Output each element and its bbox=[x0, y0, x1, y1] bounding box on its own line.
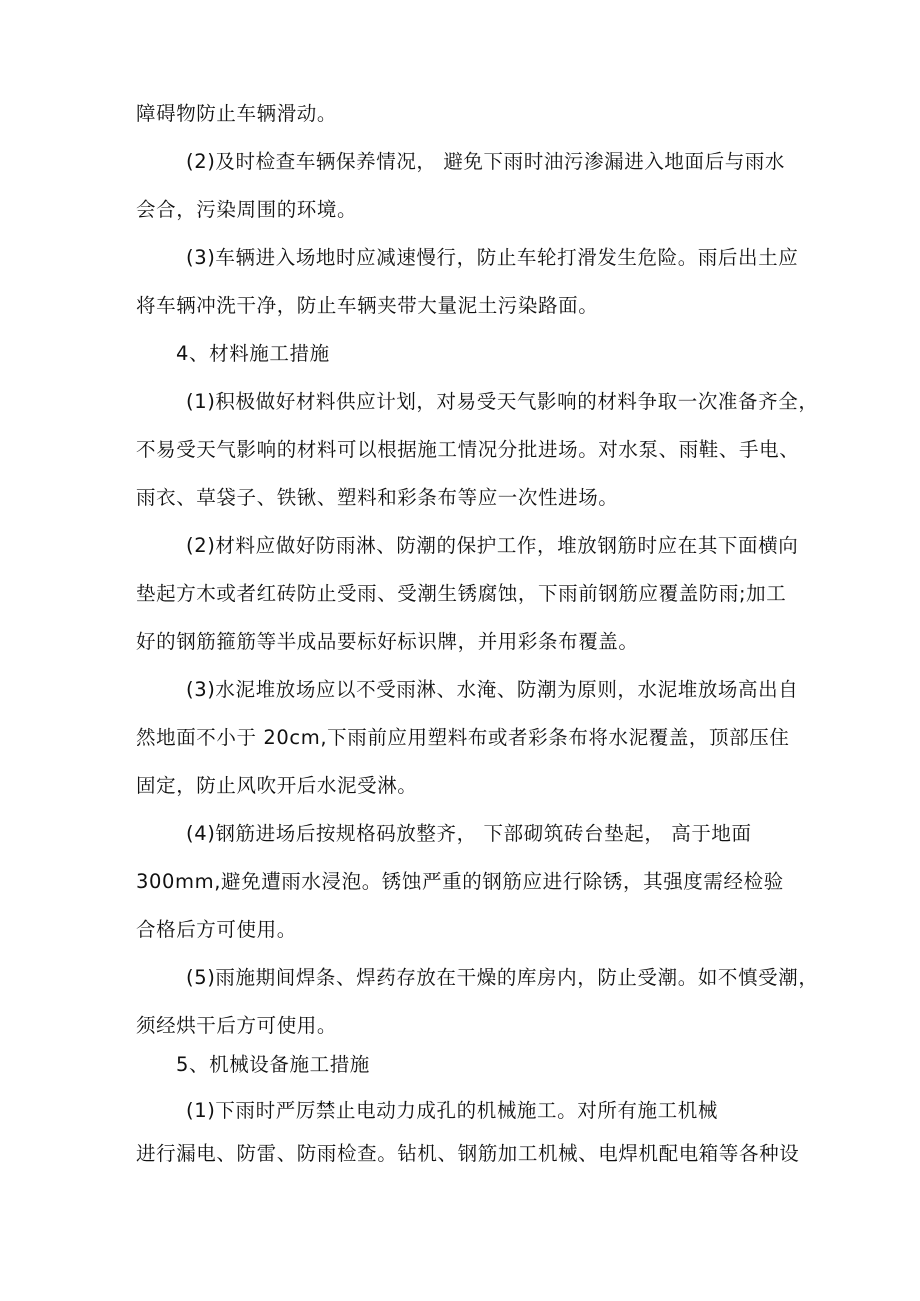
text-line: 会合，污染周围的环境。 bbox=[136, 198, 358, 221]
text-line: (2)材料应做好防雨淋、防潮的保护工作，堆放钢筋时应在其下面横向 bbox=[186, 534, 799, 557]
text-line: 合格后方可使用。 bbox=[136, 918, 297, 941]
text-line: 雨衣、草袋子、铁锹、塑料和彩条布等应一次性进场。 bbox=[136, 486, 619, 509]
text-line: (1)积极做好材料供应计划，对易受天气影响的材料争取一次准备齐全， bbox=[186, 390, 819, 413]
text-line: 300mm,避免遭雨水浸泡。锈蚀严重的钢筋应进行除锈，其强度需经检验 bbox=[136, 870, 784, 893]
text-line: 然地面不小于 20cm,下雨前应用塑料布或者彩条布将水泥覆盖，顶部压住 bbox=[136, 726, 790, 749]
section-heading: 4、材料施工措施 bbox=[176, 342, 330, 365]
text-line: (3)水泥堆放场应以不受雨淋、水淹、防潮为原则，水泥堆放场高出自 bbox=[186, 678, 799, 701]
text-line: 好的钢筋箍筋等半成品要标好标识牌，并用彩条布覆盖。 bbox=[136, 630, 639, 653]
text-line: 垫起方木或者红砖防止受雨、受潮生锈腐蚀，下雨前钢筋应覆盖防雨;加工 bbox=[136, 582, 787, 605]
section-heading: 5、机械设备施工措施 bbox=[176, 1053, 370, 1076]
text-line: 固定，防止风吹开后水泥受淋。 bbox=[136, 774, 418, 797]
text-line: 进行漏电、防雷、防雨检查。钻机、钢筋加工机械、电焊机配电箱等各种设 bbox=[136, 1142, 800, 1165]
text-line: 将车辆冲洗干净，防止车辆夹带大量泥土污染路面。 bbox=[136, 294, 599, 317]
text-line: (4)钢筋进场后按规格码放整齐， 下部砌筑砖台垫起， 高于地面 bbox=[186, 822, 752, 845]
text-line: 不易受天气影响的材料可以根据施工情况分批进场。对水泵、雨鞋、手电、 bbox=[136, 438, 800, 461]
text-line: 须经烘干后方可使用。 bbox=[136, 1014, 338, 1037]
text-line: 障碍物防止车辆滑动。 bbox=[136, 102, 338, 125]
text-line: (2)及时检查车辆保养情况， 避免下雨时油污渗漏进入地面后与雨水 bbox=[186, 150, 786, 173]
text-line: (3)车辆进入场地时应减速慢行，防止车轮打滑发生危险。雨后出土应 bbox=[186, 246, 799, 269]
text-line: (5)雨施期间焊条、焊药存放在干燥的库房内，防止受潮。如不慎受潮， bbox=[186, 966, 819, 989]
text-line: (1)下雨时严厉禁止电动力成孔的机械施工。对所有施工机械 bbox=[186, 1099, 718, 1122]
